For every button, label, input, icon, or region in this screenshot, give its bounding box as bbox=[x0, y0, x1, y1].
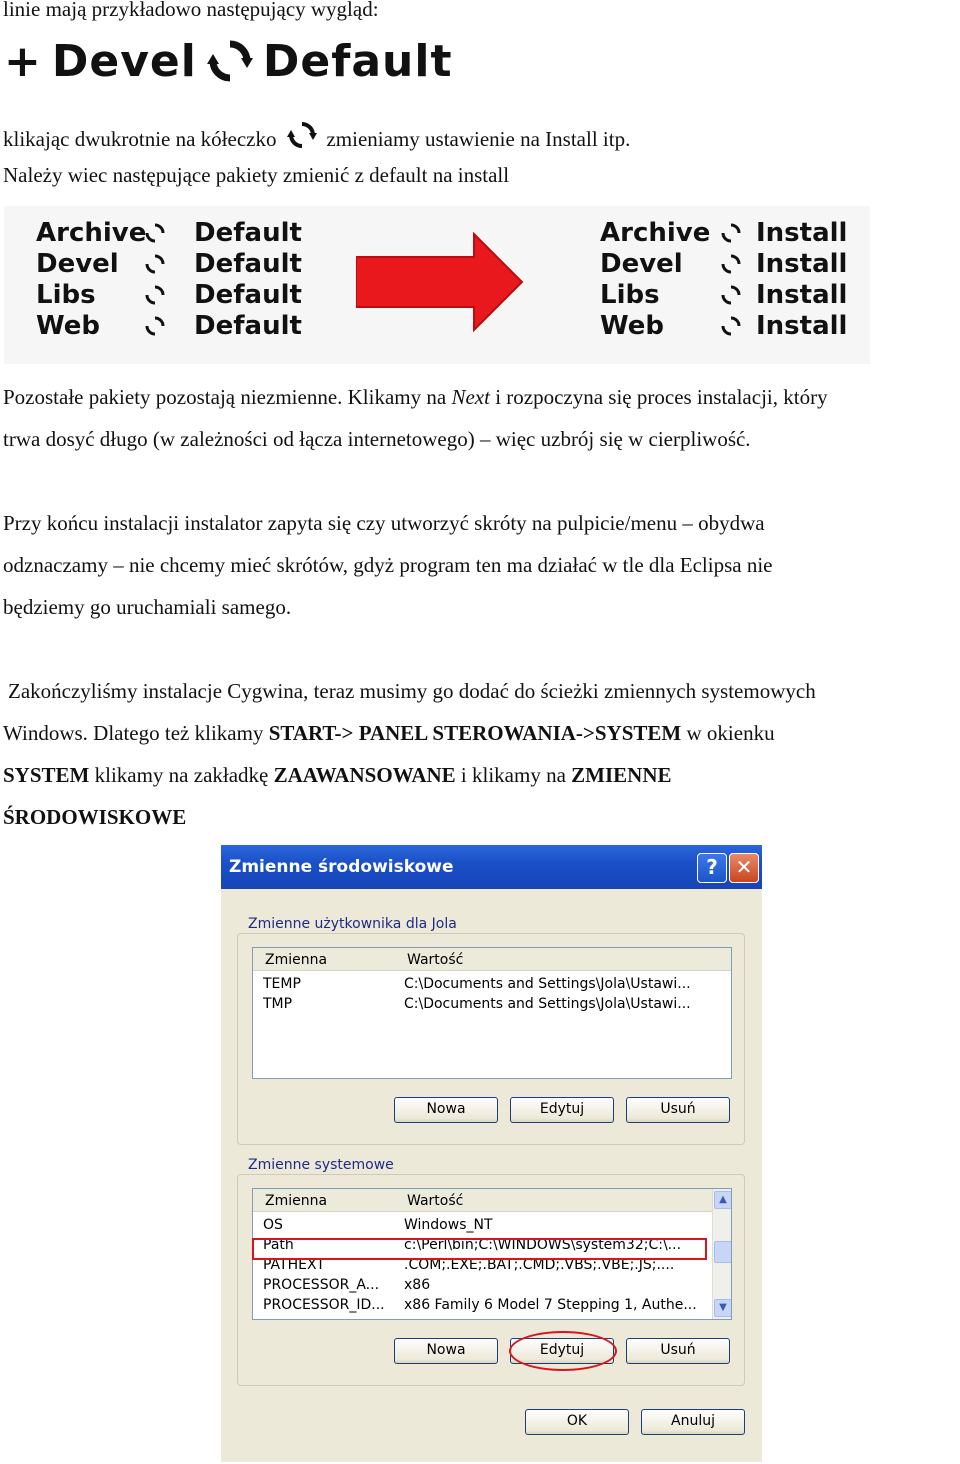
col-value[interactable]: Wartość bbox=[407, 1193, 464, 1209]
before-package-name: Archive bbox=[36, 218, 147, 248]
system-variable-row[interactable] bbox=[253, 1215, 731, 1235]
help-button[interactable]: ? bbox=[697, 853, 727, 883]
system-new-button[interactable]: Nowa bbox=[394, 1338, 498, 1364]
dialog-titlebar bbox=[221, 845, 762, 889]
variable-value: .COM;.EXE;.BAT;.CMD;.VBS;.VBE;.JS;.... bbox=[404, 1257, 675, 1273]
para5-text: Windows. Dlatego też klikamy bbox=[3, 721, 269, 745]
user-variables-list[interactable] bbox=[252, 947, 732, 1079]
scroll-down-icon[interactable]: ▼ bbox=[714, 1299, 732, 1317]
system-variable-row[interactable] bbox=[253, 1275, 731, 1295]
para4-line1: Przy końcu instalacji instalator zapyta się czy utworzyć skróty na pulpicie/menu – obydwa bbox=[3, 511, 765, 535]
list-header bbox=[253, 948, 731, 971]
ok-button[interactable]: OK bbox=[525, 1409, 629, 1435]
before-package-setting: Default bbox=[194, 218, 302, 248]
menu-path: START-> PANEL STEROWANIA->SYSTEM bbox=[268, 721, 682, 745]
user-delete-button[interactable]: Usuń bbox=[626, 1097, 730, 1123]
after-package-name: Archive bbox=[600, 218, 711, 248]
cycle-arrows-icon bbox=[284, 120, 320, 150]
user-new-button[interactable]: Nowa bbox=[394, 1097, 498, 1123]
before-package-name: Libs bbox=[36, 280, 96, 310]
cycle-arrows-icon[interactable] bbox=[144, 222, 166, 244]
para5-text: klikamy na zakładkę bbox=[89, 763, 274, 787]
before-package-name: Devel bbox=[36, 249, 119, 279]
after-package-name: Web bbox=[600, 311, 664, 341]
banner-category: Devel bbox=[51, 35, 197, 87]
advanced-word: ZAAWANSOWANE bbox=[273, 763, 456, 787]
vertical-scrollbar[interactable] bbox=[712, 1189, 731, 1319]
para5-line3 bbox=[3, 763, 672, 787]
variable-name: OS bbox=[263, 1217, 283, 1233]
variable-name: PROCESSOR_A... bbox=[263, 1277, 380, 1293]
variable-value: C:\Documents and Settings\Jola\Ustawi... bbox=[404, 996, 691, 1012]
cancel-button[interactable]: Anuluj bbox=[641, 1409, 745, 1435]
col-variable[interactable]: Zmienna bbox=[265, 1193, 328, 1209]
para1-before: klikając dwukrotnie na kółeczko bbox=[3, 127, 277, 151]
intro-line: linie mają przykładowo następujący wygląd: bbox=[3, 0, 379, 21]
user-variable-row[interactable] bbox=[253, 974, 731, 994]
system-edit-button[interactable]: Edytuj bbox=[510, 1338, 614, 1364]
scroll-thumb[interactable] bbox=[714, 1241, 732, 1263]
after-package-setting: Install bbox=[756, 280, 848, 310]
env-variables-dialog bbox=[221, 845, 762, 1462]
cycle-arrows-icon[interactable] bbox=[144, 253, 166, 275]
expand-plus: + bbox=[4, 35, 42, 87]
after-package-name: Libs bbox=[600, 280, 660, 310]
col-variable[interactable]: Zmienna bbox=[265, 952, 328, 968]
banner-setting: Default bbox=[262, 35, 453, 87]
user-variables-label: Zmienne użytkownika dla Jola bbox=[245, 916, 460, 932]
variable-name: Path bbox=[263, 1237, 294, 1253]
after-package-name: Devel bbox=[600, 249, 683, 279]
system-delete-button[interactable]: Usuń bbox=[626, 1338, 730, 1364]
variable-name: PROCESSOR_ID... bbox=[263, 1297, 385, 1313]
scroll-up-icon[interactable]: ▲ bbox=[714, 1191, 732, 1209]
para2-line: Należy wiec następujące pakiety zmienić z default na install bbox=[3, 163, 510, 187]
close-button[interactable]: ✕ bbox=[729, 853, 759, 883]
path-highlight bbox=[252, 1238, 707, 1260]
variable-name: TMP bbox=[263, 996, 293, 1012]
after-package-setting: Install bbox=[756, 311, 848, 341]
para5-line1: Zakończyliśmy instalacje Cygwina, teraz musimy go dodać do ścieżki zmiennych systemowych bbox=[8, 679, 816, 703]
para5-text: i klikamy na bbox=[455, 763, 572, 787]
system-word: SYSTEM bbox=[3, 763, 90, 787]
variable-value: Windows_NT bbox=[404, 1217, 493, 1233]
cycle-arrows-icon bbox=[207, 38, 253, 84]
next-word: Next bbox=[451, 385, 490, 409]
variable-value: C:\Documents and Settings\Jola\Ustawi... bbox=[404, 976, 691, 992]
before-package-setting: Default bbox=[194, 280, 302, 310]
variables-word: ZMIENNE bbox=[571, 763, 672, 787]
before-package-setting: Default bbox=[194, 311, 302, 341]
cycle-arrows-icon[interactable] bbox=[720, 253, 742, 275]
user-variable-row[interactable] bbox=[253, 994, 731, 1014]
before-package-name: Web bbox=[36, 311, 100, 341]
para3-line2: trwa dosyć długo (w zależności od łącza internetowego) – więc uzbrój się w cierpliwość. bbox=[3, 427, 751, 451]
after-package-setting: Install bbox=[756, 249, 848, 279]
edit-highlight bbox=[509, 1331, 617, 1371]
para5-text: w okienku bbox=[681, 721, 775, 745]
list-header bbox=[253, 1189, 731, 1212]
para3-text: Pozostałe pakiety pozostają niezmienne. Klikamy na bbox=[3, 385, 452, 409]
cycle-arrows-icon[interactable] bbox=[720, 315, 742, 337]
para4-line3: będziemy go uruchamiali samego. bbox=[3, 595, 292, 619]
cycle-arrows-icon[interactable] bbox=[720, 284, 742, 306]
variable-name: TEMP bbox=[263, 976, 301, 992]
package-change-panel bbox=[4, 206, 870, 364]
cycle-arrows-icon[interactable] bbox=[144, 315, 166, 337]
para4-line2: odznaczamy – nie chcemy mieć skrótów, gdyż program ten ma działać w tle dla Eclipsa nie bbox=[3, 553, 773, 577]
para1-line bbox=[3, 120, 630, 151]
package-banner bbox=[4, 30, 453, 92]
cycle-arrows-icon[interactable] bbox=[720, 222, 742, 244]
user-edit-button[interactable]: Edytuj bbox=[510, 1097, 614, 1123]
dialog-title: Zmienne środowiskowe bbox=[229, 857, 454, 877]
system-variables-label: Zmienne systemowe bbox=[245, 1157, 397, 1173]
before-package-setting: Default bbox=[194, 249, 302, 279]
right-arrow-icon bbox=[356, 230, 526, 334]
variable-name: PATHEXT bbox=[263, 1257, 325, 1273]
para3-text: i rozpoczyna się proces instalacji, który bbox=[489, 385, 828, 409]
cycle-arrows-icon[interactable] bbox=[144, 284, 166, 306]
variable-value: x86 Family 6 Model 7 Stepping 1, Authe... bbox=[404, 1297, 697, 1313]
variable-value: x86 bbox=[404, 1277, 431, 1293]
variable-value: c:\Perl\bin;C:\WINDOWS\system32;C:\... bbox=[404, 1237, 682, 1253]
after-package-setting: Install bbox=[756, 218, 848, 248]
para3-line1 bbox=[3, 385, 828, 409]
system-variable-row[interactable] bbox=[253, 1295, 731, 1315]
col-value[interactable]: Wartość bbox=[407, 952, 464, 968]
para5-line2 bbox=[3, 721, 775, 745]
para1-after: zmieniamy ustawienie na Install itp. bbox=[326, 127, 631, 151]
para5-line4: ŚRODOWISKOWE bbox=[3, 805, 187, 829]
